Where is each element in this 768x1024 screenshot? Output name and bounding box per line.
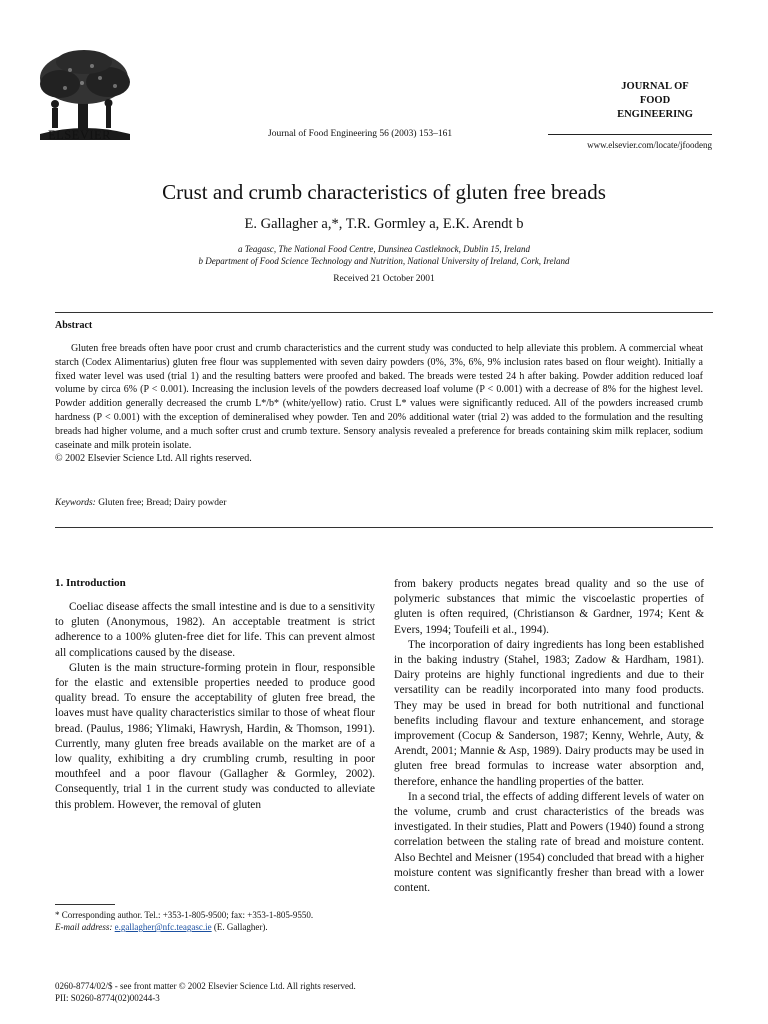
footnote-rule bbox=[55, 904, 115, 905]
journal-name-line: ENGINEERING bbox=[617, 109, 693, 120]
paragraph: Gluten is the main structure-forming protein in flour, responsible for the elastic and extensible properties needed to produce good quality bread. To ensure the acceptability of gluten free bread, the loaves must have quality characteristics similar to those of wheat flour bread. (Paulus, 1986; Ylimaki, Hawrysh, Hardin, & Thomson, 1991). Currently, many gluten free breads available on the market are of a low quality, exhibiting a dry crumbling crumb, resulting in poor mouthfeel and a poor flavour (Gallagher & Gormley, 2002). Consequently, trial 1 in the current study was conducted to alleviate this problem. However, the removal of gluten bbox=[55, 661, 375, 811]
paragraph: In a second trial, the effects of adding different levels of water on the volume, crumb and crust characteristics of the breads was investigated. In their studies, Platt and Powers (1940) found a strong correlation between the staling rate of bread and moisture content. Also Bechtel and Meisner (1954) concluded that bread with a higher moisture content was significantly fresher than bread with a lower content. bbox=[394, 790, 704, 895]
left-column bbox=[55, 600, 375, 813]
affiliation-b: b Department of Food Science Technology and Nutrition, National University of Ireland, Cork, Ireland bbox=[198, 256, 570, 266]
journal-name bbox=[598, 80, 712, 122]
keywords-label: Keywords: bbox=[55, 498, 96, 508]
keywords-line bbox=[55, 498, 226, 508]
paragraph: Coeliac disease affects the small intestine and is due to a sensitivity to gluten (Anonymous, 1982). An acceptable treatment is strict adherence to a 100% gluten-free diet for life. This can prevent almost all complications caused by the disease. bbox=[55, 601, 375, 659]
section-heading: 1. Introduction bbox=[55, 577, 126, 589]
front-matter-line: 0260-8774/02/$ - see front matter © 2002 Elsevier Science Ltd. All rights reserved. bbox=[55, 981, 356, 991]
email-link[interactable]: e.gallagher@nfc.teagasc.ie bbox=[114, 922, 212, 932]
keywords-value: Gluten free; Bread; Dairy powder bbox=[98, 498, 227, 508]
abstract-bottom-rule bbox=[55, 527, 713, 528]
journal-name-line: JOURNAL OF bbox=[621, 81, 689, 92]
abstract-body bbox=[55, 342, 703, 466]
author-list: E. Gallagher a,*, T.R. Gormley a, E.K. Arendt b bbox=[244, 216, 524, 232]
paragraph: from bakery products negates bread quality and so the use of polymeric substances that mimic the viscoelastic properties of gluten is often required, (Christianson & Gardner, 1974; Kent & Evers, 1994; Toufeili et al., 1994). bbox=[394, 578, 704, 636]
email-label: E-mail address: bbox=[55, 922, 113, 932]
journal-citation: Journal of Food Engineering 56 (2003) 153–161 bbox=[268, 129, 453, 139]
abstract-heading: Abstract bbox=[55, 320, 93, 331]
pii-line: PII: S0260-8774(02)00244-3 bbox=[55, 993, 160, 1003]
footnote bbox=[55, 909, 365, 933]
paragraph: The incorporation of dairy ingredients has long been established in the baking industry (Stahel, 1983; Zadow & Hardham, 1981). Dairy proteins are highly functional ingredients and due to their versatility can be readily incorporated into many food products. They may be used in bread for both nutritional and functional benefits including flavour and texture enhancement, and storage improvement (Cocup & Sanderson, 1987; Kenny, Wehrle, Auty, & Arendt, 2001; Mannie & Asp, 1989). Dairy products may be used in gluten free bread formulas to increase water absorption and, therefore, enhance the handling properties of the batter. bbox=[394, 638, 704, 788]
received-date: Received 21 October 2001 bbox=[333, 274, 435, 284]
abstract-copyright: © 2002 Elsevier Science Ltd. All rights reserved. bbox=[55, 453, 252, 465]
journal-url[interactable]: www.elsevier.com/locate/jfoodeng bbox=[587, 140, 712, 150]
journal-name-line: FOOD bbox=[639, 95, 671, 106]
abstract-text: Gluten free breads often have poor crust and crumb characteristics and the current study was conducted to help alleviate this problem. A commercial wheat starch (Codex Alimentarius) gluten free flour was supplemented with seven dairy powders (0%, 3%, 6%, 9% inclusion rates based on flour weight). Initially a fixed water level was used (trial 1) and the resulting batters were proofed and baked. The breads were tested 24 h after baking. Powder addition reduced loaf volume by circa 6% (P < 0.001). Increasing the inclusion levels of the powders decreased loaf volume (P < 0.001) with a decrease of 8% for the highest level. Powder addition generally decreased the crumb L*/b* (white/yellow) ratio. Crust L* values were significantly reduced. All of the powders increased crumb hardness (P < 0.001) with the exception of demineralised whey powder. Ten and 20% additional water (trial 2) was added to the formulation and the resulting breads had higher volume, and a much softer crust and crumb texture. Sensory analysis revealed a preference for breads containing skim milk replacer, sodium caseinate and milk protein isolate. bbox=[55, 343, 703, 451]
affiliations bbox=[0, 243, 768, 267]
article-title: Crust and crumb characteristics of gluten free breads bbox=[162, 180, 606, 204]
email-line bbox=[55, 921, 365, 933]
email-name: (E. Gallagher). bbox=[213, 922, 268, 932]
right-column bbox=[394, 577, 704, 896]
corresponding-author: * Corresponding author. Tel.: +353-1-805-9500; fax: +353-1-805-9550. bbox=[55, 910, 314, 920]
header-divider bbox=[548, 134, 712, 135]
affiliation-a: a Teagasc, The National Food Centre, Dunsinea Castleknock, Dublin 15, Ireland bbox=[238, 244, 530, 254]
page-footer bbox=[55, 980, 356, 1004]
abstract-top-rule bbox=[55, 312, 713, 313]
publisher-name: ELSEVIER bbox=[48, 128, 112, 142]
